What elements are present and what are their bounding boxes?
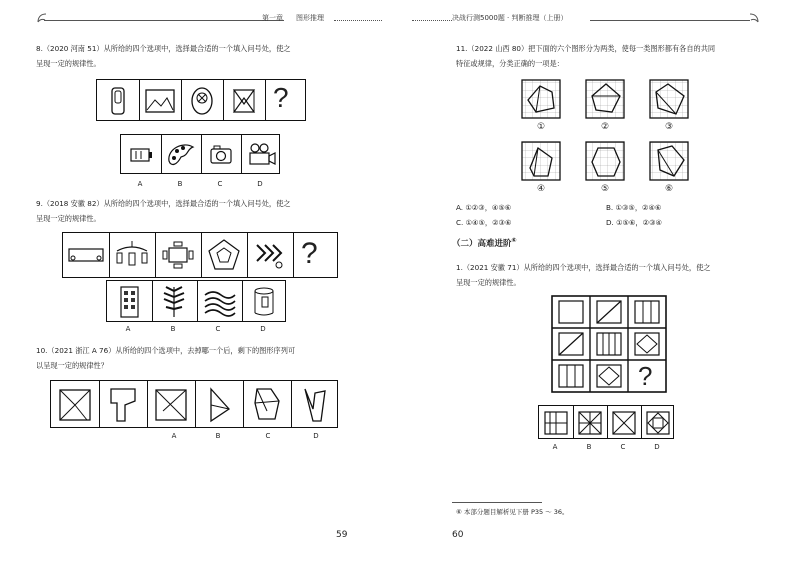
q11-label-3: ③ <box>664 122 674 132</box>
q11-label-2: ② <box>600 122 610 132</box>
q11-label-1: ① <box>536 122 546 132</box>
q9-stem-line1: 9.（2018 安徽 82）从所给的四个选项中，选择最合适的一个填入问号处，使之 <box>36 199 291 208</box>
q11-label-5: ⑤ <box>600 184 610 194</box>
q8-stem-line2: 呈现一定的规律性。 <box>36 59 101 68</box>
q11-label-6: ⑥ <box>664 184 674 194</box>
q8-option-a-label: A <box>137 180 143 188</box>
q11-stem-line2: 特征或规律，分类正确的一项是： <box>456 59 564 68</box>
q11-answer-c[interactable]: C. ①④⑤，②③⑥ <box>456 218 512 227</box>
q11-label-4: ④ <box>536 184 546 194</box>
q9-question-mark: ? <box>301 237 318 270</box>
q8-option-c-label: C <box>217 180 223 188</box>
section-footnote-marker: ⑥ <box>511 237 517 245</box>
right-page-number: 60 <box>452 530 464 540</box>
q9-option-b-label: B <box>170 325 176 333</box>
q1-option-c-figure[interactable] <box>607 406 641 440</box>
header-right-title: 决战行测5000题 · 判断推理（上册） <box>452 14 568 22</box>
q1-option-b-label: B <box>586 443 592 451</box>
q1-question-mark: ? <box>638 361 653 391</box>
q1-stem-line2: 呈现一定的规律性。 <box>456 278 521 287</box>
q10-option-b-label: B <box>215 432 221 440</box>
q9-option-a-label: A <box>125 325 131 333</box>
q1-options-strip <box>538 405 674 439</box>
q1-option-a-figure[interactable] <box>539 406 573 440</box>
q1-option-c-label: C <box>620 443 626 451</box>
q9-stem-line2: 呈现一定的规律性。 <box>36 214 101 223</box>
q8-option-b-label: B <box>177 180 183 188</box>
q11-answer-b[interactable]: B. ①③⑤，②④⑥ <box>606 203 662 212</box>
q10-stem-line1: 10.（2021 浙江 A 76）从所给的四个选项中，去掉哪一个后，剩下的图形序列可 <box>36 346 296 355</box>
header-left-title: 图形推理 <box>296 14 324 22</box>
q8-question-mark: ? <box>273 82 289 113</box>
q9-option-c-label: C <box>215 325 221 333</box>
q8-option-d-label: D <box>257 180 263 188</box>
q11-answer-d[interactable]: D. ①⑤⑥，②③④ <box>606 218 662 227</box>
q8-stem-line1: 8.（2020 河南 51）从所给的四个选项中，选择最合适的一个填入问号处，使之 <box>36 44 291 53</box>
q1-option-d-figure[interactable] <box>641 406 675 440</box>
q1-stem-line1: 1.（2021 安徽 71）从所给的四个选项中，选择最合适的一个填入问号处，使之 <box>456 263 711 272</box>
section-title: （二）高难进阶 <box>452 239 512 249</box>
q1-option-a-label: A <box>552 443 558 451</box>
header-left-chapter: 第一章 <box>262 14 283 22</box>
footnote-rule <box>452 502 542 503</box>
q9-option-d-label: D <box>260 325 266 333</box>
left-page-number: 59 <box>336 530 348 540</box>
q10-option-d-label: D <box>313 432 319 440</box>
footnote-text: ⑥ 本部分题目解析见下册 P35 ～ 36。 <box>456 508 569 516</box>
q10-option-c-label: C <box>265 432 271 440</box>
q10-option-a-label: A <box>171 432 177 440</box>
q11-stem-line1: 11.（2022 山西 80）把下面的六个图形分为两类，使每一类图形都有各自的共同 <box>456 44 716 53</box>
q10-stem-line2: 以呈现一定的规律性？ <box>36 361 108 370</box>
q1-option-b-figure[interactable] <box>573 406 607 440</box>
q11-answer-a[interactable]: A. ①②③，④⑤⑥ <box>456 203 512 212</box>
q1-option-d-label: D <box>654 443 660 451</box>
